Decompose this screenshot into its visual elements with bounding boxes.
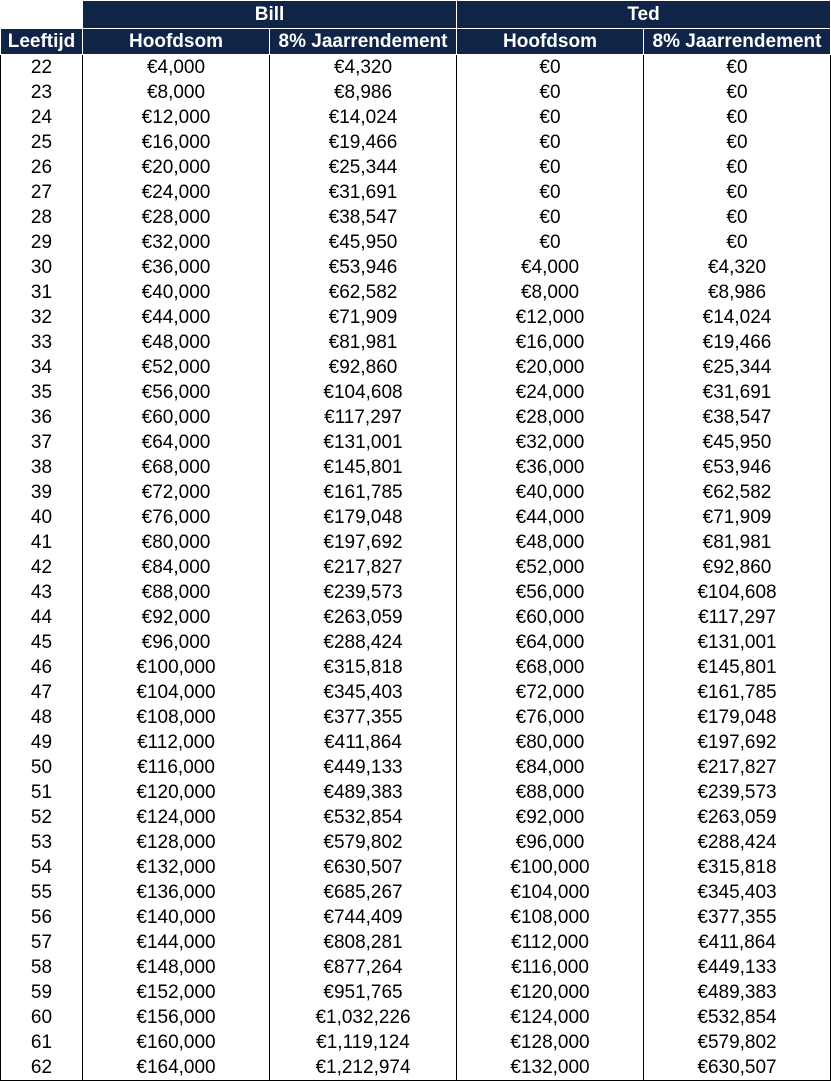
ted-return-cell: €263,059 bbox=[644, 805, 831, 830]
table-row bbox=[1, 555, 831, 580]
age-cell: 59 bbox=[1, 980, 83, 1005]
bill-principal-cell: €100,000 bbox=[83, 655, 270, 680]
ted-return-cell: €104,608 bbox=[644, 580, 831, 605]
table-row bbox=[1, 905, 831, 930]
table-row bbox=[1, 205, 831, 230]
table-row bbox=[1, 630, 831, 655]
table-row bbox=[1, 805, 831, 830]
ted-principal-cell: €24,000 bbox=[457, 380, 644, 405]
bill-principal-cell: €20,000 bbox=[83, 155, 270, 180]
table-row bbox=[1, 830, 831, 855]
bill-principal-cell: €92,000 bbox=[83, 605, 270, 630]
bill-principal-cell: €12,000 bbox=[83, 105, 270, 130]
bill-return-cell: €31,691 bbox=[270, 180, 457, 205]
bill-return-cell: €92,860 bbox=[270, 355, 457, 380]
table-row bbox=[1, 305, 831, 330]
ted-principal-cell: €72,000 bbox=[457, 680, 644, 705]
bill-principal-cell: €56,000 bbox=[83, 380, 270, 405]
age-cell: 60 bbox=[1, 1005, 83, 1030]
bill-return-cell: €744,409 bbox=[270, 905, 457, 930]
ted-return-cell: €630,507 bbox=[644, 1055, 831, 1081]
ted-return-cell: €345,403 bbox=[644, 880, 831, 905]
bill-principal-cell: €68,000 bbox=[83, 455, 270, 480]
bill-principal-cell: €160,000 bbox=[83, 1030, 270, 1055]
bill-principal-cell: €8,000 bbox=[83, 80, 270, 105]
table-row bbox=[1, 80, 831, 105]
age-cell: 58 bbox=[1, 955, 83, 980]
bill-return-cell: €179,048 bbox=[270, 505, 457, 530]
ted-return-cell: €0 bbox=[644, 205, 831, 230]
table-row bbox=[1, 380, 831, 405]
bill-return-cell: €25,344 bbox=[270, 155, 457, 180]
table-row bbox=[1, 780, 831, 805]
bill-principal-cell: €32,000 bbox=[83, 230, 270, 255]
ted-principal-cell: €16,000 bbox=[457, 330, 644, 355]
ted-principal-cell: €56,000 bbox=[457, 580, 644, 605]
age-cell: 46 bbox=[1, 655, 83, 680]
bill-return-cell: €345,403 bbox=[270, 680, 457, 705]
age-cell: 24 bbox=[1, 105, 83, 130]
bill-principal-cell: €88,000 bbox=[83, 580, 270, 605]
table-row bbox=[1, 880, 831, 905]
age-cell: 23 bbox=[1, 80, 83, 105]
bill-principal-cell: €80,000 bbox=[83, 530, 270, 555]
bill-return-cell: €19,466 bbox=[270, 130, 457, 155]
age-cell: 57 bbox=[1, 930, 83, 955]
table-row bbox=[1, 580, 831, 605]
age-cell: 45 bbox=[1, 630, 83, 655]
bill-principal-cell: €48,000 bbox=[83, 330, 270, 355]
bill-return-cell: €239,573 bbox=[270, 580, 457, 605]
table-body bbox=[1, 55, 831, 1081]
ted-return-cell: €92,860 bbox=[644, 555, 831, 580]
table-row bbox=[1, 255, 831, 280]
bill-return-cell: €315,818 bbox=[270, 655, 457, 680]
ted-principal-cell: €60,000 bbox=[457, 605, 644, 630]
ted-principal-cell: €8,000 bbox=[457, 280, 644, 305]
age-cell: 51 bbox=[1, 780, 83, 805]
bill-return-cell: €117,297 bbox=[270, 405, 457, 430]
bill-principal-cell: €84,000 bbox=[83, 555, 270, 580]
bill-return-cell: €489,383 bbox=[270, 780, 457, 805]
table-row bbox=[1, 105, 831, 130]
ted-return-cell: €411,864 bbox=[644, 930, 831, 955]
ted-return-cell: €197,692 bbox=[644, 730, 831, 755]
ted-return-cell: €0 bbox=[644, 55, 831, 81]
bill-principal-cell: €4,000 bbox=[83, 55, 270, 81]
age-cell: 44 bbox=[1, 605, 83, 630]
ted-principal-cell: €0 bbox=[457, 155, 644, 180]
bill-return-cell: €38,547 bbox=[270, 205, 457, 230]
ted-principal-cell: €116,000 bbox=[457, 955, 644, 980]
table-row bbox=[1, 530, 831, 555]
bill-principal-cell: €104,000 bbox=[83, 680, 270, 705]
age-cell: 32 bbox=[1, 305, 83, 330]
age-cell: 40 bbox=[1, 505, 83, 530]
bill-return-cell: €145,801 bbox=[270, 455, 457, 480]
column-header-ted-return: 8% Jaarrendement bbox=[644, 29, 831, 55]
age-cell: 48 bbox=[1, 705, 83, 730]
table-row bbox=[1, 55, 831, 81]
bill-return-cell: €1,119,124 bbox=[270, 1030, 457, 1055]
bill-return-cell: €104,608 bbox=[270, 380, 457, 405]
ted-principal-cell: €96,000 bbox=[457, 830, 644, 855]
ted-principal-cell: €0 bbox=[457, 130, 644, 155]
age-cell: 28 bbox=[1, 205, 83, 230]
age-cell: 54 bbox=[1, 855, 83, 880]
age-cell: 36 bbox=[1, 405, 83, 430]
table-row bbox=[1, 605, 831, 630]
ted-principal-cell: €0 bbox=[457, 205, 644, 230]
table-row bbox=[1, 430, 831, 455]
bill-return-cell: €1,212,974 bbox=[270, 1055, 457, 1081]
ted-return-cell: €315,818 bbox=[644, 855, 831, 880]
column-header-row bbox=[1, 29, 831, 55]
ted-return-cell: €81,981 bbox=[644, 530, 831, 555]
table-row bbox=[1, 455, 831, 480]
ted-principal-cell: €0 bbox=[457, 230, 644, 255]
age-cell: 52 bbox=[1, 805, 83, 830]
age-cell: 41 bbox=[1, 530, 83, 555]
bill-principal-cell: €52,000 bbox=[83, 355, 270, 380]
ted-principal-cell: €132,000 bbox=[457, 1055, 644, 1081]
age-cell: 43 bbox=[1, 580, 83, 605]
age-cell: 49 bbox=[1, 730, 83, 755]
ted-principal-cell: €0 bbox=[457, 180, 644, 205]
age-cell: 56 bbox=[1, 905, 83, 930]
bill-principal-cell: €116,000 bbox=[83, 755, 270, 780]
table-row bbox=[1, 855, 831, 880]
bill-return-cell: €263,059 bbox=[270, 605, 457, 630]
ted-return-cell: €71,909 bbox=[644, 505, 831, 530]
age-cell: 39 bbox=[1, 480, 83, 505]
bill-return-cell: €808,281 bbox=[270, 930, 457, 955]
bill-principal-cell: €44,000 bbox=[83, 305, 270, 330]
bill-principal-cell: €156,000 bbox=[83, 1005, 270, 1030]
table-row bbox=[1, 680, 831, 705]
ted-return-cell: €0 bbox=[644, 130, 831, 155]
ted-return-cell: €161,785 bbox=[644, 680, 831, 705]
age-cell: 30 bbox=[1, 255, 83, 280]
bill-principal-cell: €136,000 bbox=[83, 880, 270, 905]
table-row bbox=[1, 230, 831, 255]
column-header-ted-principal: Hoofdsom bbox=[457, 29, 644, 55]
ted-principal-cell: €112,000 bbox=[457, 930, 644, 955]
bill-return-cell: €1,032,226 bbox=[270, 1005, 457, 1030]
age-cell: 31 bbox=[1, 280, 83, 305]
bill-return-cell: €288,424 bbox=[270, 630, 457, 655]
bill-principal-cell: €128,000 bbox=[83, 830, 270, 855]
ted-return-cell: €0 bbox=[644, 180, 831, 205]
bill-return-cell: €377,355 bbox=[270, 705, 457, 730]
ted-return-cell: €53,946 bbox=[644, 455, 831, 480]
table-row bbox=[1, 405, 831, 430]
bill-principal-cell: €132,000 bbox=[83, 855, 270, 880]
age-cell: 27 bbox=[1, 180, 83, 205]
table-row bbox=[1, 480, 831, 505]
ted-return-cell: €62,582 bbox=[644, 480, 831, 505]
ted-return-cell: €239,573 bbox=[644, 780, 831, 805]
ted-return-cell: €449,133 bbox=[644, 955, 831, 980]
table-row bbox=[1, 730, 831, 755]
table-row bbox=[1, 505, 831, 530]
table-row bbox=[1, 355, 831, 380]
ted-principal-cell: €76,000 bbox=[457, 705, 644, 730]
age-cell: 50 bbox=[1, 755, 83, 780]
age-cell: 34 bbox=[1, 355, 83, 380]
bill-principal-cell: €112,000 bbox=[83, 730, 270, 755]
age-cell: 61 bbox=[1, 1030, 83, 1055]
table-row bbox=[1, 1030, 831, 1055]
ted-return-cell: €377,355 bbox=[644, 905, 831, 930]
ted-principal-cell: €32,000 bbox=[457, 430, 644, 455]
bill-principal-cell: €36,000 bbox=[83, 255, 270, 280]
age-cell: 38 bbox=[1, 455, 83, 480]
age-cell: 37 bbox=[1, 430, 83, 455]
ted-principal-cell: €44,000 bbox=[457, 505, 644, 530]
ted-return-cell: €179,048 bbox=[644, 705, 831, 730]
bill-principal-cell: €64,000 bbox=[83, 430, 270, 455]
ted-return-cell: €0 bbox=[644, 230, 831, 255]
ted-return-cell: €8,986 bbox=[644, 280, 831, 305]
bill-return-cell: €62,582 bbox=[270, 280, 457, 305]
ted-principal-cell: €68,000 bbox=[457, 655, 644, 680]
bill-principal-cell: €144,000 bbox=[83, 930, 270, 955]
table-row bbox=[1, 130, 831, 155]
bill-return-cell: €951,765 bbox=[270, 980, 457, 1005]
bill-principal-cell: €16,000 bbox=[83, 130, 270, 155]
ted-principal-cell: €124,000 bbox=[457, 1005, 644, 1030]
group-header-ted: Ted bbox=[457, 1, 831, 29]
ted-principal-cell: €40,000 bbox=[457, 480, 644, 505]
bill-principal-cell: €60,000 bbox=[83, 405, 270, 430]
table-row bbox=[1, 930, 831, 955]
ted-return-cell: €0 bbox=[644, 155, 831, 180]
group-header-row bbox=[1, 1, 831, 29]
table-row bbox=[1, 155, 831, 180]
ted-principal-cell: €20,000 bbox=[457, 355, 644, 380]
ted-principal-cell: €0 bbox=[457, 55, 644, 81]
bill-return-cell: €71,909 bbox=[270, 305, 457, 330]
age-cell: 47 bbox=[1, 680, 83, 705]
ted-return-cell: €38,547 bbox=[644, 405, 831, 430]
ted-return-cell: €14,024 bbox=[644, 305, 831, 330]
bill-principal-cell: €96,000 bbox=[83, 630, 270, 655]
age-cell: 35 bbox=[1, 380, 83, 405]
ted-principal-cell: €4,000 bbox=[457, 255, 644, 280]
ted-principal-cell: €92,000 bbox=[457, 805, 644, 830]
bill-return-cell: €197,692 bbox=[270, 530, 457, 555]
bill-return-cell: €877,264 bbox=[270, 955, 457, 980]
bill-return-cell: €532,854 bbox=[270, 805, 457, 830]
ted-return-cell: €489,383 bbox=[644, 980, 831, 1005]
bill-return-cell: €217,827 bbox=[270, 555, 457, 580]
ted-principal-cell: €28,000 bbox=[457, 405, 644, 430]
bill-return-cell: €579,802 bbox=[270, 830, 457, 855]
bill-return-cell: €14,024 bbox=[270, 105, 457, 130]
ted-principal-cell: €108,000 bbox=[457, 905, 644, 930]
ted-principal-cell: €104,000 bbox=[457, 880, 644, 905]
age-cell: 25 bbox=[1, 130, 83, 155]
bill-principal-cell: €152,000 bbox=[83, 980, 270, 1005]
ted-return-cell: €532,854 bbox=[644, 1005, 831, 1030]
ted-principal-cell: €120,000 bbox=[457, 980, 644, 1005]
ted-principal-cell: €12,000 bbox=[457, 305, 644, 330]
ted-return-cell: €0 bbox=[644, 80, 831, 105]
ted-principal-cell: €36,000 bbox=[457, 455, 644, 480]
bill-return-cell: €8,986 bbox=[270, 80, 457, 105]
bill-return-cell: €131,001 bbox=[270, 430, 457, 455]
bill-principal-cell: €124,000 bbox=[83, 805, 270, 830]
ted-return-cell: €145,801 bbox=[644, 655, 831, 680]
table-row bbox=[1, 1005, 831, 1030]
table-row bbox=[1, 955, 831, 980]
age-cell: 42 bbox=[1, 555, 83, 580]
blank-corner-cell bbox=[1, 1, 83, 29]
table-row bbox=[1, 330, 831, 355]
ted-return-cell: €25,344 bbox=[644, 355, 831, 380]
age-cell: 29 bbox=[1, 230, 83, 255]
ted-return-cell: €45,950 bbox=[644, 430, 831, 455]
age-cell: 33 bbox=[1, 330, 83, 355]
bill-principal-cell: €120,000 bbox=[83, 780, 270, 805]
ted-principal-cell: €48,000 bbox=[457, 530, 644, 555]
bill-return-cell: €4,320 bbox=[270, 55, 457, 81]
ted-principal-cell: €88,000 bbox=[457, 780, 644, 805]
ted-return-cell: €579,802 bbox=[644, 1030, 831, 1055]
bill-return-cell: €685,267 bbox=[270, 880, 457, 905]
bill-return-cell: €630,507 bbox=[270, 855, 457, 880]
bill-return-cell: €411,864 bbox=[270, 730, 457, 755]
age-cell: 55 bbox=[1, 880, 83, 905]
table-row bbox=[1, 755, 831, 780]
ted-return-cell: €19,466 bbox=[644, 330, 831, 355]
ted-return-cell: €31,691 bbox=[644, 380, 831, 405]
bill-principal-cell: €24,000 bbox=[83, 180, 270, 205]
bill-principal-cell: €72,000 bbox=[83, 480, 270, 505]
ted-principal-cell: €0 bbox=[457, 105, 644, 130]
column-header-bill-principal: Hoofdsom bbox=[83, 29, 270, 55]
ted-principal-cell: €52,000 bbox=[457, 555, 644, 580]
bill-return-cell: €449,133 bbox=[270, 755, 457, 780]
table-row bbox=[1, 180, 831, 205]
bill-principal-cell: €108,000 bbox=[83, 705, 270, 730]
bill-principal-cell: €164,000 bbox=[83, 1055, 270, 1081]
ted-return-cell: €0 bbox=[644, 105, 831, 130]
bill-return-cell: €81,981 bbox=[270, 330, 457, 355]
ted-return-cell: €288,424 bbox=[644, 830, 831, 855]
table-row bbox=[1, 1055, 831, 1081]
ted-principal-cell: €128,000 bbox=[457, 1030, 644, 1055]
ted-principal-cell: €80,000 bbox=[457, 730, 644, 755]
ted-principal-cell: €64,000 bbox=[457, 630, 644, 655]
age-cell: 62 bbox=[1, 1055, 83, 1081]
table-header bbox=[1, 1, 831, 55]
ted-principal-cell: €100,000 bbox=[457, 855, 644, 880]
ted-return-cell: €131,001 bbox=[644, 630, 831, 655]
column-header-age: Leeftijd bbox=[1, 29, 83, 55]
bill-return-cell: €161,785 bbox=[270, 480, 457, 505]
age-cell: 53 bbox=[1, 830, 83, 855]
table-row bbox=[1, 280, 831, 305]
group-header-bill: Bill bbox=[83, 1, 457, 29]
bill-principal-cell: €140,000 bbox=[83, 905, 270, 930]
bill-return-cell: €53,946 bbox=[270, 255, 457, 280]
bill-principal-cell: €76,000 bbox=[83, 505, 270, 530]
age-cell: 26 bbox=[1, 155, 83, 180]
ted-return-cell: €4,320 bbox=[644, 255, 831, 280]
age-cell: 22 bbox=[1, 55, 83, 81]
ted-principal-cell: €84,000 bbox=[457, 755, 644, 780]
bill-principal-cell: €28,000 bbox=[83, 205, 270, 230]
ted-return-cell: €117,297 bbox=[644, 605, 831, 630]
table-row bbox=[1, 705, 831, 730]
bill-principal-cell: €40,000 bbox=[83, 280, 270, 305]
table-row bbox=[1, 655, 831, 680]
bill-principal-cell: €148,000 bbox=[83, 955, 270, 980]
table-row bbox=[1, 980, 831, 1005]
ted-principal-cell: €0 bbox=[457, 80, 644, 105]
ted-return-cell: €217,827 bbox=[644, 755, 831, 780]
bill-return-cell: €45,950 bbox=[270, 230, 457, 255]
column-header-bill-return: 8% Jaarrendement bbox=[270, 29, 457, 55]
